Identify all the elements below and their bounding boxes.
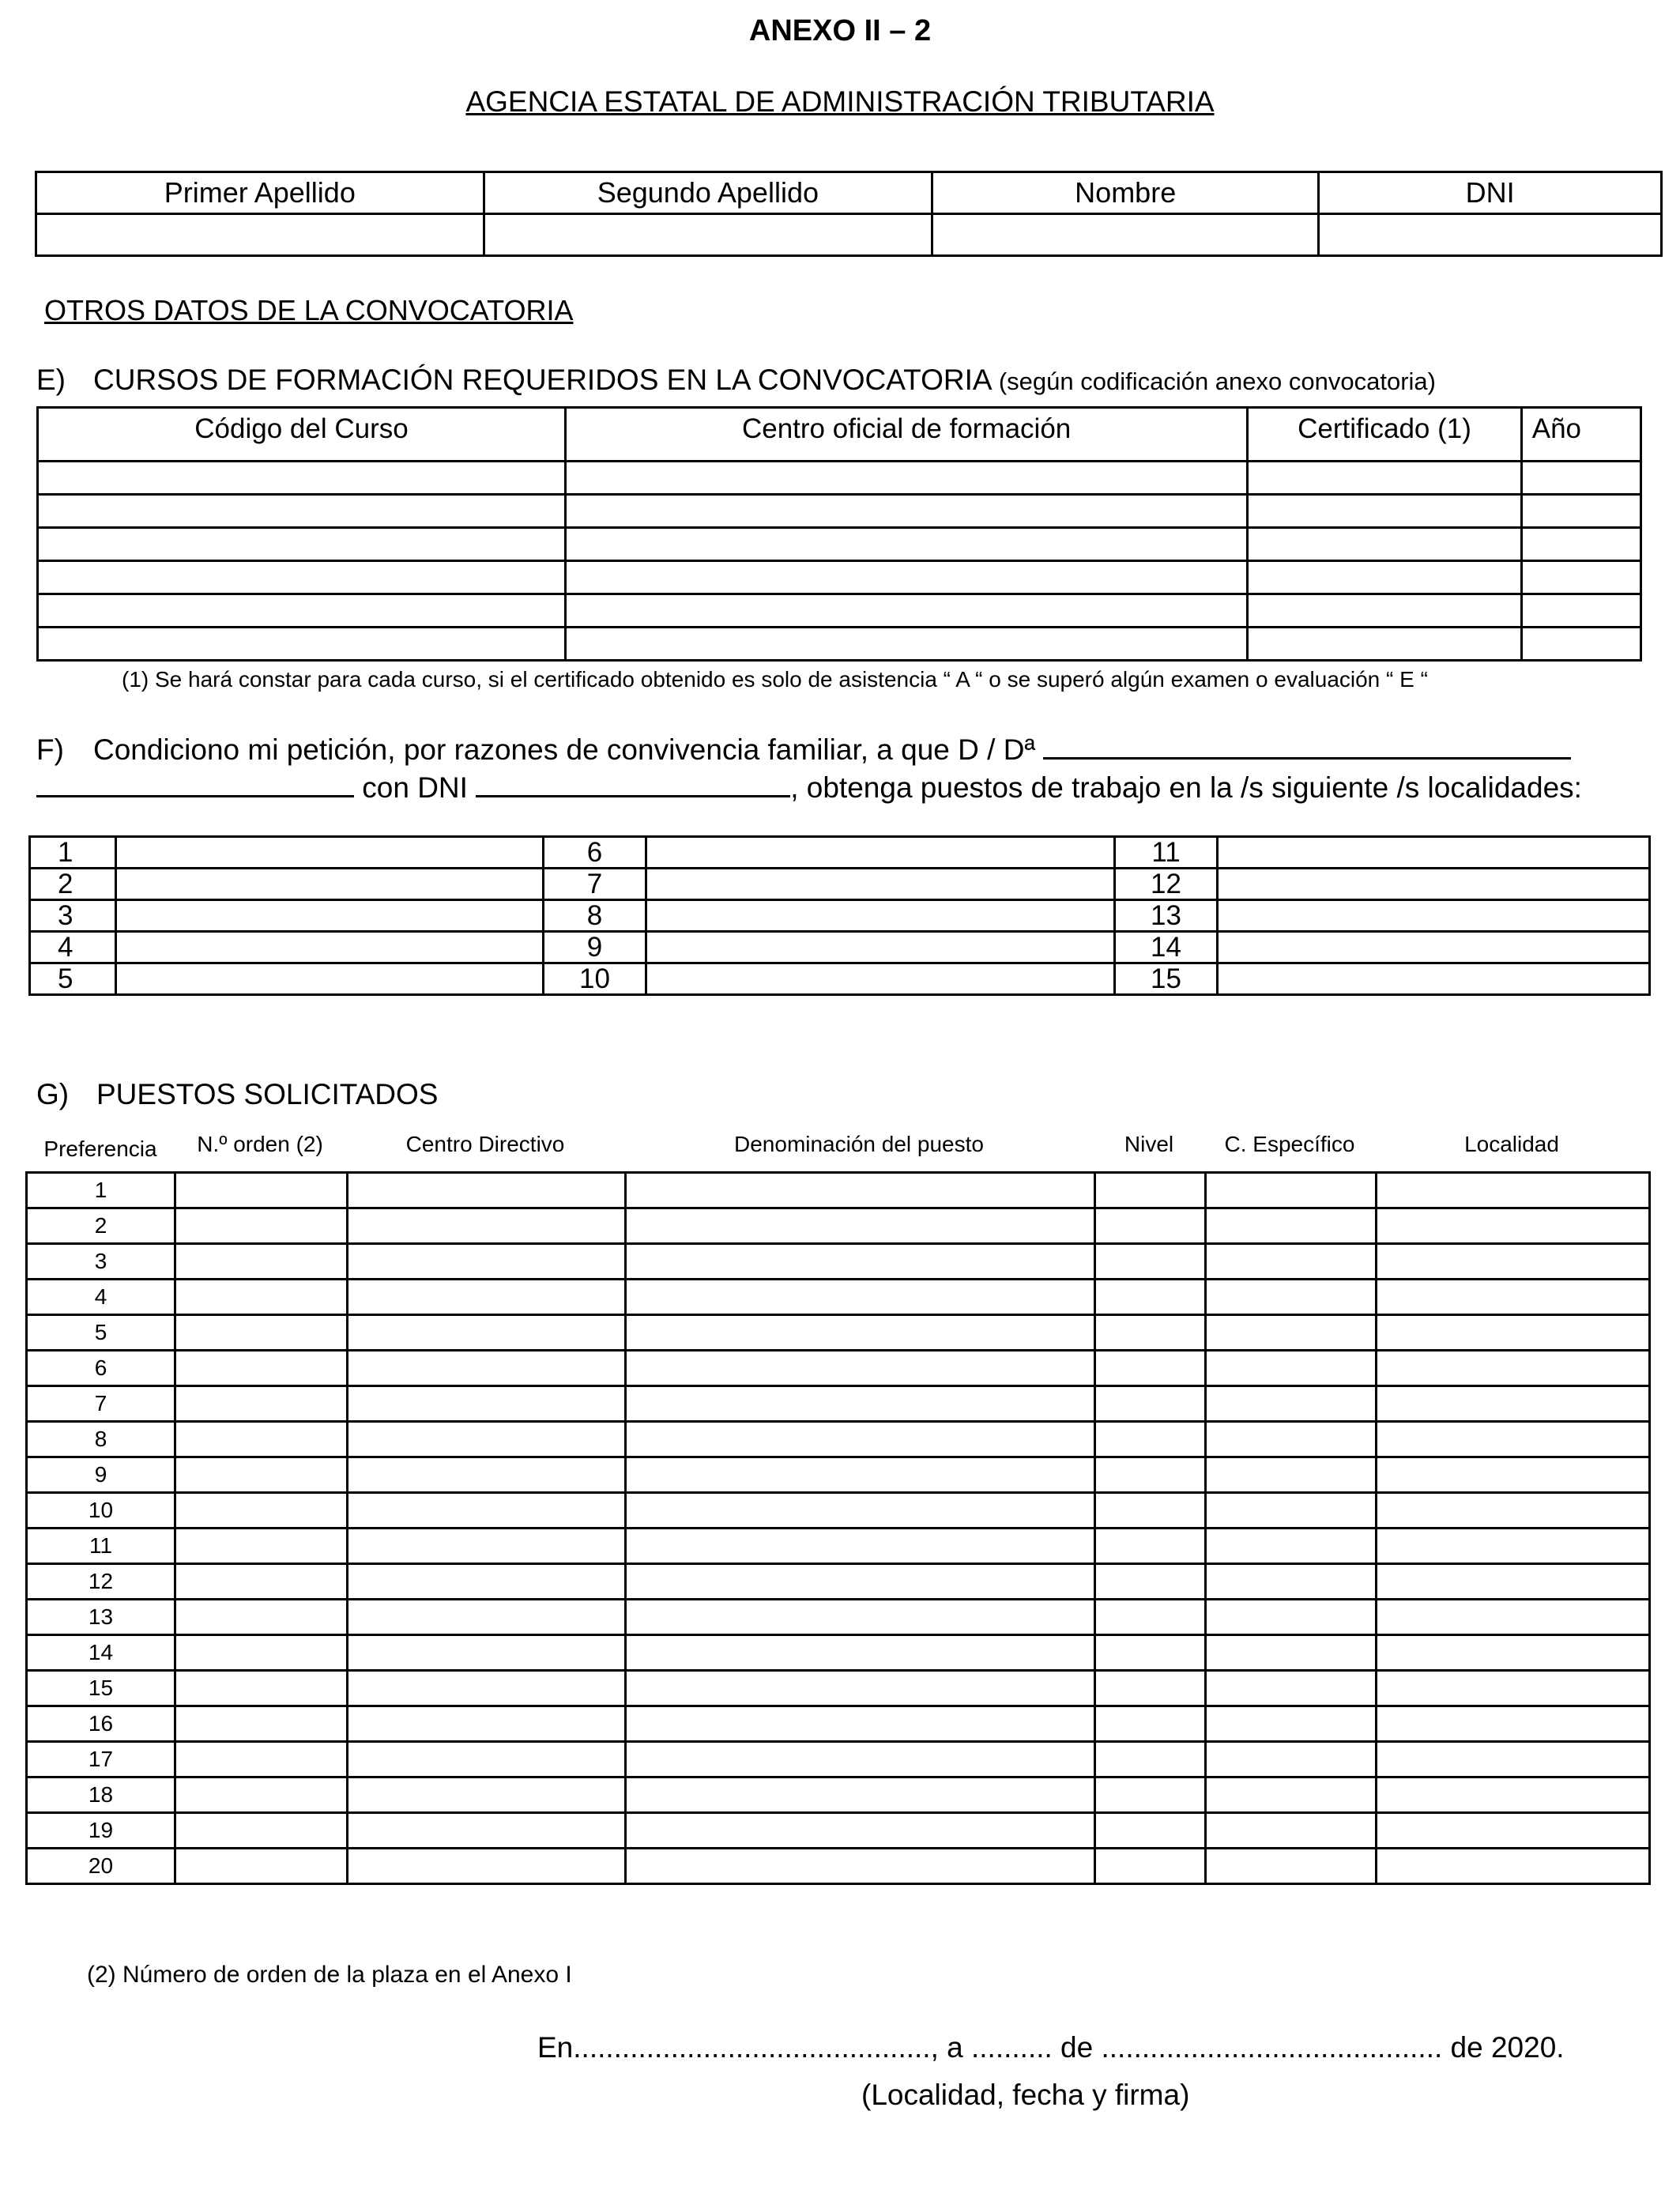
numero-orden-cell[interactable] — [175, 1529, 348, 1564]
localidad-cell[interactable] — [1377, 1386, 1650, 1422]
nivel-cell[interactable] — [1095, 1351, 1206, 1386]
section-e-title: CURSOS DE FORMACIÓN REQUERIDOS EN LA CONVOCATORIA — [93, 364, 991, 396]
nivel-cell[interactable] — [1095, 1849, 1206, 1884]
post-row — [27, 1457, 1650, 1493]
nivel-cell[interactable] — [1095, 1600, 1206, 1635]
nivel-cell[interactable] — [1095, 1386, 1206, 1422]
section-g-label: G) — [36, 1078, 70, 1110]
locality-number: 8 — [544, 900, 646, 932]
course-year-cell[interactable] — [1521, 628, 1640, 661]
locality-number: 1 — [30, 837, 116, 869]
numero-orden-cell[interactable] — [175, 1208, 348, 1244]
annex-title: ANEXO II – 2 — [748, 14, 932, 47]
section-f-line1 — [36, 733, 1571, 767]
section-e-heading — [36, 364, 1436, 397]
course-code-cell[interactable] — [38, 528, 566, 561]
c-especifico-cell[interactable] — [1206, 1777, 1377, 1813]
preferencia-cell: 7 — [27, 1386, 175, 1422]
nivel-cell[interactable] — [1095, 1173, 1206, 1208]
denominacion-cell[interactable] — [626, 1493, 1095, 1529]
signature-caption: (Localidad, fecha y firma) — [861, 2079, 1190, 2111]
preferencia-cell: 11 — [27, 1529, 175, 1564]
post-row — [27, 1493, 1650, 1529]
denominacion-cell[interactable] — [626, 1706, 1095, 1742]
numero-orden-cell[interactable] — [175, 1813, 348, 1849]
c-especifico-cell[interactable] — [1206, 1244, 1377, 1280]
locality-field[interactable] — [646, 900, 1115, 932]
centro-directivo-cell[interactable] — [348, 1813, 626, 1849]
preferencia-cell: 19 — [27, 1813, 175, 1849]
post-row — [27, 1777, 1650, 1813]
centro-directivo-cell[interactable] — [348, 1635, 626, 1671]
c-especifico-cell[interactable] — [1206, 1529, 1377, 1564]
locality-field[interactable] — [1218, 869, 1650, 900]
c-especifico-cell[interactable] — [1206, 1706, 1377, 1742]
post-row — [27, 1173, 1650, 1208]
denominacion-cell[interactable] — [626, 1173, 1095, 1208]
post-row — [27, 1386, 1650, 1422]
localidad-cell[interactable] — [1377, 1244, 1650, 1280]
preferencia-cell: 14 — [27, 1635, 175, 1671]
locality-number: 3 — [30, 900, 116, 932]
denominacion-cell[interactable] — [626, 1777, 1095, 1813]
denominacion-cell[interactable] — [626, 1529, 1095, 1564]
nivel-cell[interactable] — [1095, 1742, 1206, 1777]
c-especifico-cell[interactable] — [1206, 1386, 1377, 1422]
denominacion-cell[interactable] — [626, 1386, 1095, 1422]
localidad-cell[interactable] — [1377, 1777, 1650, 1813]
relative-name-continuation-field[interactable] — [36, 771, 354, 797]
denominacion-cell[interactable] — [626, 1671, 1095, 1706]
course-code-cell[interactable] — [38, 561, 566, 594]
nivel-cell[interactable] — [1095, 1564, 1206, 1600]
post-row — [27, 1706, 1650, 1742]
nivel-cell[interactable] — [1095, 1208, 1206, 1244]
course-year-cell[interactable] — [1521, 495, 1640, 528]
preferencia-cell: 17 — [27, 1742, 175, 1777]
nivel-cell[interactable] — [1095, 1635, 1206, 1671]
localidad-cell[interactable] — [1377, 1493, 1650, 1529]
localities-table — [28, 835, 1651, 996]
c-especifico-cell[interactable] — [1206, 1208, 1377, 1244]
agency-name: AGENCIA ESTATAL DE ADMINISTRACIÓN TRIBUTARIA — [465, 85, 1215, 118]
denominacion-cell[interactable] — [626, 1244, 1095, 1280]
denominacion-cell[interactable] — [626, 1813, 1095, 1849]
localidad-cell[interactable] — [1377, 1457, 1650, 1493]
course-year-cell[interactable] — [1521, 561, 1640, 594]
c-especifico-cell[interactable] — [1206, 1422, 1377, 1457]
post-row — [27, 1351, 1650, 1386]
course-year-cell[interactable] — [1521, 462, 1640, 495]
locality-field[interactable] — [116, 900, 544, 932]
locality-number: 15 — [1115, 963, 1218, 995]
numero-orden-cell[interactable] — [175, 1493, 348, 1529]
locality-number: 7 — [544, 869, 646, 900]
numero-orden-cell[interactable] — [175, 1457, 348, 1493]
course-center-cell[interactable] — [565, 594, 1247, 628]
centro-directivo-cell[interactable] — [348, 1777, 626, 1813]
preferencia-cell: 4 — [27, 1280, 175, 1315]
c-especifico-cell[interactable] — [1206, 1173, 1377, 1208]
localidad-cell[interactable] — [1377, 1742, 1650, 1777]
post-row — [27, 1208, 1650, 1244]
locality-field[interactable] — [1218, 837, 1650, 869]
centro-directivo-cell[interactable] — [348, 1173, 626, 1208]
locality-field[interactable] — [646, 932, 1115, 963]
locality-field[interactable] — [1218, 963, 1650, 995]
centro-directivo-cell[interactable] — [348, 1529, 626, 1564]
centro-directivo-cell[interactable] — [348, 1280, 626, 1315]
centro-directivo-cell[interactable] — [348, 1493, 626, 1529]
c-especifico-cell[interactable] — [1206, 1351, 1377, 1386]
denominacion-cell[interactable] — [626, 1422, 1095, 1457]
course-center-cell[interactable] — [565, 495, 1247, 528]
preferencia-cell: 13 — [27, 1600, 175, 1635]
relative-name-field[interactable] — [1043, 733, 1571, 760]
denominacion-cell[interactable] — [626, 1208, 1095, 1244]
header-preferencia: Preferencia — [43, 1137, 157, 1161]
course-center-cell[interactable] — [565, 561, 1247, 594]
numero-orden-cell[interactable] — [175, 1386, 348, 1422]
course-center-cell[interactable] — [565, 628, 1247, 661]
locality-field[interactable] — [116, 837, 544, 869]
centro-directivo-cell[interactable] — [348, 1849, 626, 1884]
numero-orden-cell[interactable] — [175, 1742, 348, 1777]
preferencia-cell: 15 — [27, 1671, 175, 1706]
course-row — [38, 628, 1641, 661]
localidad-cell[interactable] — [1377, 1671, 1650, 1706]
course-code-cell[interactable] — [38, 628, 566, 661]
locality-field[interactable] — [116, 869, 544, 900]
header-segundo-apellido: Segundo Apellido — [484, 172, 932, 214]
section-g-title: PUESTOS SOLICITADOS — [96, 1078, 439, 1110]
localidad-cell[interactable] — [1377, 1635, 1650, 1671]
preferencia-cell: 2 — [27, 1208, 175, 1244]
locality-number: 5 — [30, 963, 116, 995]
course-row — [38, 528, 1641, 561]
preferencia-cell: 5 — [27, 1315, 175, 1351]
locality-number: 10 — [544, 963, 646, 995]
post-row — [27, 1280, 1650, 1315]
numero-orden-cell[interactable] — [175, 1280, 348, 1315]
otros-datos-heading: OTROS DATOS DE LA CONVOCATORIA — [44, 294, 574, 326]
preferencia-cell: 18 — [27, 1777, 175, 1813]
primer-apellido-field[interactable] — [36, 214, 484, 256]
section-f-text-end: , obtenga puestos de trabajo en la /s siguiente /s localidades: — [790, 771, 1582, 804]
centro-directivo-cell[interactable] — [348, 1386, 626, 1422]
centro-directivo-cell[interactable] — [348, 1671, 626, 1706]
nivel-cell[interactable] — [1095, 1529, 1206, 1564]
section-g-heading — [36, 1078, 438, 1111]
preferencia-cell: 16 — [27, 1706, 175, 1742]
denominacion-cell[interactable] — [626, 1564, 1095, 1600]
numero-orden-cell[interactable] — [175, 1422, 348, 1457]
c-especifico-cell[interactable] — [1206, 1600, 1377, 1635]
denominacion-cell[interactable] — [626, 1635, 1095, 1671]
localidad-cell[interactable] — [1377, 1280, 1650, 1315]
locality-number: 13 — [1115, 900, 1218, 932]
localidad-cell[interactable] — [1377, 1706, 1650, 1742]
dni-field[interactable] — [1319, 214, 1662, 256]
header-dni: DNI — [1319, 172, 1662, 214]
localidad-cell[interactable] — [1377, 1529, 1650, 1564]
signature-line[interactable]: En............................................, a .......... de .......................................... de 2020. — [537, 2031, 1565, 2064]
nivel-cell[interactable] — [1095, 1706, 1206, 1742]
c-especifico-cell[interactable] — [1206, 1635, 1377, 1671]
preferencia-cell: 12 — [27, 1564, 175, 1600]
numero-orden-cell[interactable] — [175, 1564, 348, 1600]
course-row — [38, 495, 1641, 528]
preferencia-cell: 8 — [27, 1422, 175, 1457]
header-nivel: Nivel — [1124, 1132, 1174, 1156]
preferencia-cell: 9 — [27, 1457, 175, 1493]
courses-table — [36, 406, 1642, 662]
denominacion-cell[interactable] — [626, 1315, 1095, 1351]
c-especifico-cell[interactable] — [1206, 1457, 1377, 1493]
centro-directivo-cell[interactable] — [348, 1351, 626, 1386]
post-row — [27, 1742, 1650, 1777]
c-especifico-cell[interactable] — [1206, 1493, 1377, 1529]
numero-orden-cell[interactable] — [175, 1600, 348, 1635]
centro-directivo-cell[interactable] — [348, 1422, 626, 1457]
centro-directivo-cell[interactable] — [348, 1564, 626, 1600]
header-ano: Año — [1521, 408, 1640, 462]
locality-number: 4 — [30, 932, 116, 963]
course-code-cell[interactable] — [38, 594, 566, 628]
locality-field[interactable] — [1218, 932, 1650, 963]
locality-number: 2 — [30, 869, 116, 900]
header-codigo-curso: Código del Curso — [38, 408, 566, 462]
localidad-cell[interactable] — [1377, 1315, 1650, 1351]
post-row — [27, 1315, 1650, 1351]
locality-field[interactable] — [1218, 900, 1650, 932]
section-f-text: Condiciono mi petición, por razones de convivencia familiar, a que D / Dª — [93, 733, 1036, 766]
numero-orden-cell[interactable] — [175, 1351, 348, 1386]
locality-number: 9 — [544, 932, 646, 963]
c-especifico-cell[interactable] — [1206, 1813, 1377, 1849]
header-numero-orden: N.º orden (2) — [197, 1132, 323, 1156]
localidad-cell[interactable] — [1377, 1173, 1650, 1208]
numero-orden-cell[interactable] — [175, 1849, 348, 1884]
course-center-cell[interactable] — [565, 462, 1247, 495]
centro-directivo-cell[interactable] — [348, 1457, 626, 1493]
numero-orden-cell[interactable] — [175, 1244, 348, 1280]
header-primer-apellido: Primer Apellido — [36, 172, 484, 214]
course-year-cell[interactable] — [1521, 528, 1640, 561]
locality-number: 14 — [1115, 932, 1218, 963]
c-especifico-cell[interactable] — [1206, 1742, 1377, 1777]
section-f-line2 — [36, 771, 1582, 805]
course-year-cell[interactable] — [1521, 594, 1640, 628]
localidad-cell[interactable] — [1377, 1600, 1650, 1635]
post-row — [27, 1529, 1650, 1564]
numero-orden-cell[interactable] — [175, 1706, 348, 1742]
numero-orden-cell[interactable] — [175, 1635, 348, 1671]
locality-field[interactable] — [646, 869, 1115, 900]
nivel-cell[interactable] — [1095, 1813, 1206, 1849]
numero-orden-cell[interactable] — [175, 1173, 348, 1208]
con-dni-label: con DNI — [362, 771, 468, 804]
denominacion-cell[interactable] — [626, 1600, 1095, 1635]
preferencia-cell: 3 — [27, 1244, 175, 1280]
nivel-cell[interactable] — [1095, 1671, 1206, 1706]
course-row — [38, 594, 1641, 628]
header-certificado: Certificado (1) — [1248, 408, 1522, 462]
requested-posts-table — [25, 1171, 1651, 1885]
post-row — [27, 1422, 1650, 1457]
nivel-cell[interactable] — [1095, 1493, 1206, 1529]
post-row — [27, 1600, 1650, 1635]
nivel-cell[interactable] — [1095, 1244, 1206, 1280]
localidad-cell[interactable] — [1377, 1813, 1650, 1849]
segundo-apellido-field[interactable] — [484, 214, 932, 256]
course-certificate-cell[interactable] — [1248, 528, 1522, 561]
course-certificate-cell[interactable] — [1248, 561, 1522, 594]
post-row — [27, 1849, 1650, 1884]
preferencia-cell: 6 — [27, 1351, 175, 1386]
post-row — [27, 1244, 1650, 1280]
header-centro-oficial: Centro oficial de formación — [565, 408, 1247, 462]
post-row — [27, 1671, 1650, 1706]
denominacion-cell[interactable] — [626, 1351, 1095, 1386]
locality-field[interactable] — [646, 837, 1115, 869]
course-row — [38, 462, 1641, 495]
header-denominacion-puesto: Denominación del puesto — [734, 1132, 984, 1156]
localidad-cell[interactable] — [1377, 1351, 1650, 1386]
locality-field[interactable] — [646, 963, 1115, 995]
localidad-cell[interactable] — [1377, 1422, 1650, 1457]
section-e-subtitle: (según codificación anexo convocatoria) — [998, 368, 1436, 395]
course-row — [38, 561, 1641, 594]
nivel-cell[interactable] — [1095, 1280, 1206, 1315]
c-especifico-cell[interactable] — [1206, 1564, 1377, 1600]
header-centro-directivo: Centro Directivo — [405, 1132, 565, 1156]
c-especifico-cell[interactable] — [1206, 1315, 1377, 1351]
locality-field[interactable] — [116, 932, 544, 963]
nivel-cell[interactable] — [1095, 1777, 1206, 1813]
denominacion-cell[interactable] — [626, 1457, 1095, 1493]
localidad-cell[interactable] — [1377, 1564, 1650, 1600]
numero-orden-cell[interactable] — [175, 1315, 348, 1351]
course-code-cell[interactable] — [38, 462, 566, 495]
section-f-label: F) — [36, 733, 64, 766]
header-c-especifico: C. Específico — [1224, 1132, 1355, 1156]
c-especifico-cell[interactable] — [1206, 1849, 1377, 1884]
nivel-cell[interactable] — [1095, 1315, 1206, 1351]
identity-table — [35, 171, 1663, 257]
c-especifico-cell[interactable] — [1206, 1280, 1377, 1315]
course-certificate-cell[interactable] — [1248, 495, 1522, 528]
denominacion-cell[interactable] — [626, 1742, 1095, 1777]
centro-directivo-cell[interactable] — [348, 1244, 626, 1280]
header-nombre: Nombre — [932, 172, 1319, 214]
certificate-footnote: (1) Se hará constar para cada curso, si el certificado obtenido es solo de asistencia “ A “ o se superó algún examen o evaluación “ E “ — [122, 667, 1428, 692]
locality-number: 12 — [1115, 869, 1218, 900]
numero-orden-cell[interactable] — [175, 1777, 348, 1813]
centro-directivo-cell[interactable] — [348, 1315, 626, 1351]
locality-number: 11 — [1115, 837, 1218, 869]
course-certificate-cell[interactable] — [1248, 594, 1522, 628]
nivel-cell[interactable] — [1095, 1422, 1206, 1457]
post-row — [27, 1564, 1650, 1600]
nivel-cell[interactable] — [1095, 1457, 1206, 1493]
denominacion-cell[interactable] — [626, 1849, 1095, 1884]
numero-orden-cell[interactable] — [175, 1671, 348, 1706]
section-e-label: E) — [36, 364, 66, 396]
nombre-field[interactable] — [932, 214, 1319, 256]
course-center-cell[interactable] — [565, 528, 1247, 561]
centro-directivo-cell[interactable] — [348, 1600, 626, 1635]
centro-directivo-cell[interactable] — [348, 1742, 626, 1777]
localidad-cell[interactable] — [1377, 1208, 1650, 1244]
centro-directivo-cell[interactable] — [348, 1706, 626, 1742]
centro-directivo-cell[interactable] — [348, 1208, 626, 1244]
relative-dni-field[interactable] — [476, 771, 790, 797]
c-especifico-cell[interactable] — [1206, 1671, 1377, 1706]
post-row — [27, 1635, 1650, 1671]
header-localidad: Localidad — [1464, 1132, 1559, 1156]
locality-number: 6 — [544, 837, 646, 869]
post-row — [27, 1813, 1650, 1849]
course-code-cell[interactable] — [38, 495, 566, 528]
preferencia-cell: 1 — [27, 1173, 175, 1208]
orden-footnote: (2) Número de orden de la plaza en el Anexo I — [87, 1962, 572, 1988]
preferencia-cell: 20 — [27, 1849, 175, 1884]
denominacion-cell[interactable] — [626, 1280, 1095, 1315]
locality-field[interactable] — [116, 963, 544, 995]
preferencia-cell: 10 — [27, 1493, 175, 1529]
course-certificate-cell[interactable] — [1248, 628, 1522, 661]
localidad-cell[interactable] — [1377, 1849, 1650, 1884]
course-certificate-cell[interactable] — [1248, 462, 1522, 495]
